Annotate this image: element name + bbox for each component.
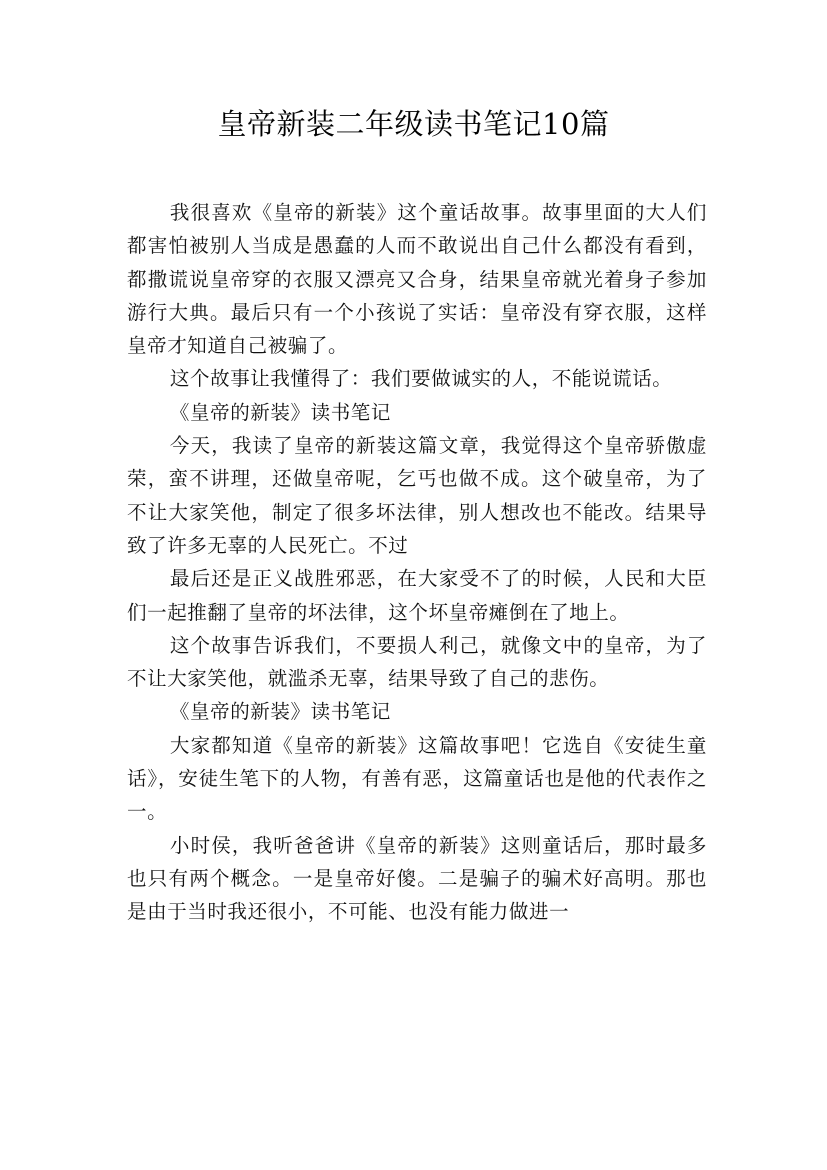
paragraph-2: 这个故事让我懂得了：我们要做诚实的人，不能说谎话。 [169,367,673,391]
document-title: 皇帝新装二年级读书笔记10篇 [217,107,610,141]
document-body [127,196,707,929]
section-heading-2: 《皇帝的新装》读书笔记 [169,700,391,724]
paragraph-5: 这个故事告诉我们，不要损人利己，就像文中的皇帝，为了不让大家笑他，就滥杀无辜，结果导致了自己的悲伤。 [127,633,707,691]
paragraph-4: 最后还是正义战胜邪恶，在大家受不了的时候，人民和大臣们一起推翻了皇帝的坏法律，这个坏皇帝瘫倒在了地上。 [127,567,707,624]
section-heading-1: 《皇帝的新装》读书笔记 [169,400,391,424]
paragraph-3: 今天，我读了皇帝的新装这篇文章，我觉得这个皇帝骄傲虚荣，蛮不讲理，还做皇帝呢，乞丐也做不成。这个破皇帝，为了不让大家笑他，制定了很多坏法律，别人想改也不能改。结果导致了许多无辜的人民死亡。不过 [127,434,707,557]
paragraph-7: 小时侯，我听爸爸讲《皇帝的新装》这则童话后，那时最多也只有两个概念。一是皇帝好傻。二是骗子的骗术好高明。那也是由于当时我还很小，不可能、也没有能力做进一 [127,833,707,924]
paragraph-6: 大家都知道《皇帝的新装》这篇故事吧！它选自《安徒生童话》，安徒生笔下的人物，有善有恶，这篇童话也是他的代表作之一。 [127,733,707,824]
paragraph-1: 我很喜欢《皇帝的新装》这个童话故事。故事里面的大人们都害怕被别人当成是愚蠢的人而不敢说出自己什么都没有看到，都撒谎说皇帝穿的衣服又漂亮又合身，结果皇帝就光着身子参加游行大典。最后只有一个小孩说了实话：皇帝没有穿衣服，这样皇帝才知道自己被骗了。 [127,201,707,358]
